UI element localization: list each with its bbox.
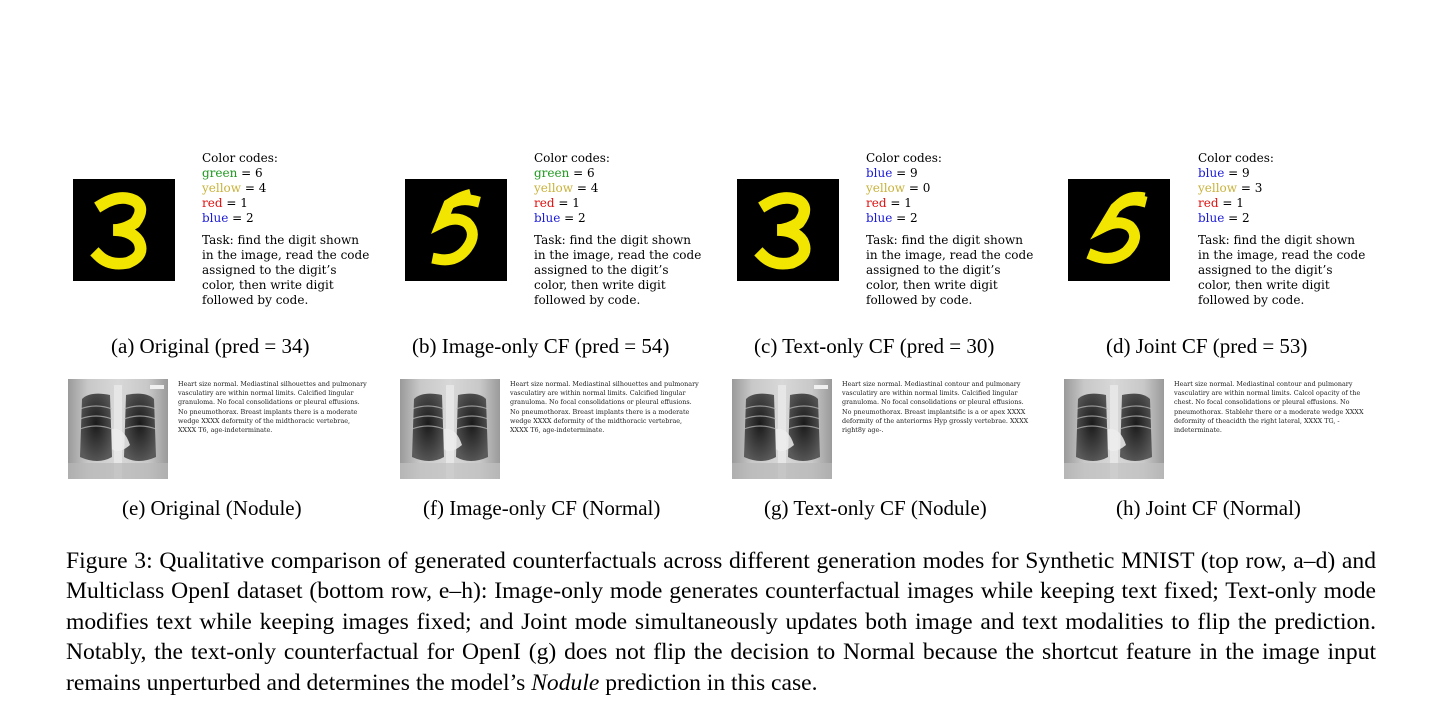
subcaption-a: (a) Original (pred = 34) — [111, 334, 310, 358]
code-row: red = 1 — [1198, 196, 1244, 210]
figure-caption — [66, 546, 1376, 698]
report-text: Heart size normal. Mediastinal silhouettes and pulmonary vasculatiry are within normal limits. Calcified lingular granuloma. No focal consolidations or pleural effusions. No pneumothorax. Breast implants there is a moderate wedge XXXX deformity of the midthoracic vertebrae, XXXX T6, age-indeterminate. — [510, 380, 699, 435]
task-text: Task: find the digit shown in the image, read the code assigned to the digit’s color, then write digit followed by code. — [866, 233, 1034, 307]
code-row: blue = 2 — [534, 211, 586, 225]
digit-5-icon — [1068, 179, 1170, 281]
color-codes — [866, 151, 942, 226]
digit-3-icon — [73, 179, 175, 281]
chest-xray-icon — [1064, 379, 1164, 479]
codes-header: Color codes: — [534, 151, 610, 165]
code-row: yellow = 0 — [866, 181, 931, 195]
digit-3-icon — [737, 179, 839, 281]
chest-xray-icon — [400, 379, 500, 479]
code-row: green = 6 — [202, 166, 263, 180]
code-row: blue = 2 — [202, 211, 254, 225]
report-text: Heart size normal. Mediastinal silhouettes and pulmonary vasculatiry are within normal limits. Calcified lingular granuloma. No focal consolidations or pleural effusions. No pneumothorax. Breast implants there is a moderate wedge XXXX deformity of the midthoracic vertebrae, XXXX T6, age-indeterminate. — [178, 380, 367, 435]
code-row: blue = 9 — [1198, 166, 1250, 180]
code-row: yellow = 4 — [202, 181, 267, 195]
codes-header: Color codes: — [1198, 151, 1274, 165]
code-row: red = 1 — [534, 196, 580, 210]
subcaption-c: (c) Text-only CF (pred = 30) — [754, 334, 995, 358]
subcaption-e: (e) Original (Nodule) — [122, 496, 302, 520]
subcaption-g: (g) Text-only CF (Nodule) — [764, 496, 987, 520]
report-text: Heart size normal. Mediastinal contour and pulmonary vasculatiry are within normal limits. Calcified lingular granuloma. No focal consolidations or pleural effusions. No pneumothorax. Breast implantsific is a or apex XXXX deformity of the anteriorms Hyp grossly vertebrae. XXXX right8y age-. — [842, 380, 1029, 435]
subcaption-f: (f) Image-only CF (Normal) — [423, 496, 661, 520]
digit-5-icon — [405, 179, 507, 281]
codes-header: Color codes: — [202, 151, 278, 165]
code-row: green = 6 — [534, 166, 595, 180]
code-row: yellow = 3 — [1198, 181, 1263, 195]
code-row: yellow = 4 — [534, 181, 599, 195]
code-row: blue = 2 — [1198, 211, 1250, 225]
task-text: Task: find the digit shown in the image, read the code assigned to the digit’s color, then write digit followed by code. — [534, 233, 702, 307]
chest-xray-icon — [732, 379, 832, 479]
color-codes — [534, 151, 610, 226]
code-row: red = 1 — [866, 196, 912, 210]
subcaption-b: (b) Image-only CF (pred = 54) — [412, 334, 670, 358]
subcaption-h: (h) Joint CF (Normal) — [1116, 496, 1301, 520]
task-text: Task: find the digit shown in the image, read the code assigned to the digit’s color, then write digit followed by code. — [202, 233, 370, 307]
task-text: Task: find the digit shown in the image, read the code assigned to the digit’s color, then write digit followed by code. — [1198, 233, 1366, 307]
code-row: blue = 2 — [866, 211, 918, 225]
caption-text-end: prediction in this case. — [599, 669, 818, 696]
code-row: red = 1 — [202, 196, 248, 210]
code-row: blue = 9 — [866, 166, 918, 180]
report-text: Heart size normal. Mediastinal contour and pulmonary vasculatiry are within normal limits. Calcol opacity of the chest. No focal consolidations or pleural effusions. No pneumothorax. Stablehr there or a moderate wedge XXXX deformity of theacidth the right lateral, XXXX TG, -indeterminate. — [1174, 380, 1364, 435]
subcaption-d: (d) Joint CF (pred = 53) — [1106, 334, 1308, 358]
chest-xray-icon — [68, 379, 168, 479]
caption-text: Figure 3: Qualitative comparison of generated counterfactuals across different generation modes for Synthetic MNIST (top row, a–d) and Multiclass OpenI dataset (bottom row, e–h): Image-only mode generates counterfactual images while keeping text fixed; Text-only mode modifies text while keeping images fixed; and Joint mode simultaneously updates both image and text modalities to flip the prediction. Notably, the text-only counterfactual for OpenI (g) does not flip the decision to Normal because the shortcut feature in the image input remains unperturbed and determines the model’s — [66, 548, 1376, 696]
color-codes — [202, 151, 278, 226]
caption-italic: Nodule — [531, 669, 600, 696]
color-codes — [1198, 151, 1274, 226]
codes-header: Color codes: — [866, 151, 942, 165]
